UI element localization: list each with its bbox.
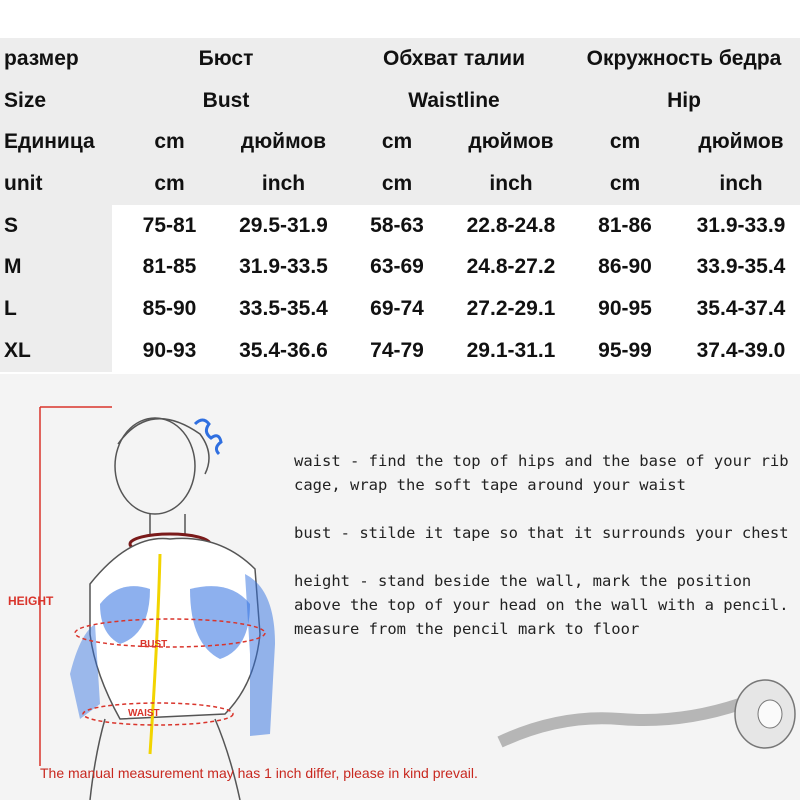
neck-outline [150, 514, 185, 534]
unit-cell: дюймов [698, 130, 784, 154]
height-label: HEIGHT [8, 594, 54, 608]
units-row-ru [0, 121, 800, 163]
unit-cell: cm [154, 171, 185, 195]
table-cell: 27.2-29.1 [466, 296, 556, 320]
header-cell: Waistline [408, 88, 500, 112]
header-cell: Бюст [198, 46, 254, 70]
header-cell: Bust [202, 88, 250, 112]
table-cell: 69-74 [370, 296, 424, 320]
tape-roll-core [758, 700, 782, 728]
header-cell: размер [4, 46, 79, 70]
table-row [0, 330, 800, 372]
header-cell: Окружность бедра [586, 46, 782, 70]
table-cell: 95-99 [598, 338, 652, 362]
header-row-ru [0, 38, 800, 80]
header-cell: Hip [667, 88, 701, 112]
table-cell: 85-90 [142, 296, 197, 320]
header-cell: Обхват талии [382, 46, 526, 70]
table-cell: 86-90 [598, 255, 652, 279]
size-cell: L [4, 296, 17, 320]
table-cell: 35.4-37.4 [696, 296, 786, 320]
unit-cell: cm [154, 130, 185, 154]
measurement-note: The manual measurement may has 1 inch differ, please in kind prevail. [40, 765, 478, 781]
header-row-en [0, 80, 800, 122]
table-row [0, 288, 800, 330]
unit-cell: cm [381, 171, 413, 195]
table-cell: 31.9-33.9 [696, 213, 786, 237]
waist-instruction: waist - find the top of hips and the base of your rib cage, wrap the soft tape around your waist [294, 452, 789, 494]
table-cell: 29.5-31.9 [239, 213, 328, 237]
table-cell: 63-69 [370, 255, 424, 279]
units-row-en [0, 163, 800, 205]
table-cell: 31.9-33.5 [239, 255, 328, 279]
unit-cell: дюймов [468, 130, 554, 154]
unit-cell: Единица [4, 130, 95, 154]
table-cell: 58-63 [370, 213, 424, 237]
unit-cell: cm [609, 130, 641, 154]
height-instruction: height - stand beside the wall, mark the position above the top of your head on the wall with a pencil. measure from the pencil mark to floor [294, 572, 789, 638]
size-chart-table [0, 38, 800, 372]
table-cell: 29.1-31.1 [466, 338, 556, 362]
unit-cell: cm [381, 130, 413, 154]
table-cell: 33.9-35.4 [696, 255, 786, 279]
table-cell: 33.5-35.4 [239, 296, 328, 320]
table-cell: 22.8-24.8 [466, 213, 556, 237]
unit-cell: inch [719, 171, 763, 195]
table-cell: 81-86 [598, 213, 652, 237]
unit-cell: inch [261, 171, 306, 195]
table-cell: 24.8-27.2 [466, 255, 556, 279]
size-cell: XL [4, 338, 31, 362]
arm-shading [70, 624, 100, 719]
table-cell: 35.4-36.6 [239, 338, 328, 362]
hips-outline [90, 719, 240, 800]
size-cell: S [4, 213, 19, 237]
table-cell: 75-81 [142, 213, 197, 237]
unit-cell: дюймов [240, 130, 327, 154]
bust-label: BUST [140, 639, 168, 650]
table-cell: 90-93 [142, 338, 197, 362]
table-cell: 74-79 [370, 338, 424, 362]
unit-cell: cm [609, 171, 641, 195]
table-cell: 90-95 [598, 296, 652, 320]
waist-label: WAIST [128, 708, 160, 719]
size-cell: M [4, 255, 22, 279]
table-row [0, 246, 800, 288]
header-cell: Size [4, 88, 47, 112]
measurement-instructions [294, 449, 794, 665]
bust-instruction: bust - stilde it tape so that it surrounds your chest [294, 524, 789, 542]
tape-measure-strip [500, 704, 740, 742]
unit-cell: unit [4, 171, 43, 195]
table-cell: 81-85 [142, 255, 197, 279]
table-cell: 37.4-39.0 [696, 338, 786, 362]
table-row [0, 205, 800, 247]
unit-cell: inch [489, 171, 533, 195]
